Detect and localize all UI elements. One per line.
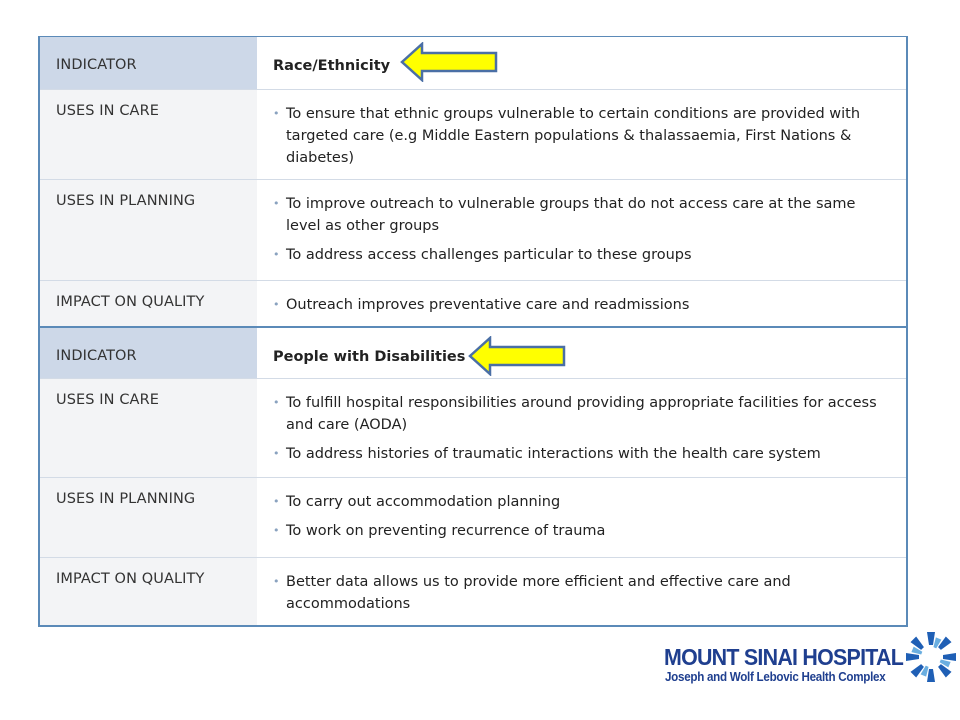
list-item: • To work on preventing recurrence of trauma	[273, 520, 886, 542]
uses-in-planning-label: USES IN PLANNING	[40, 180, 257, 280]
impact-on-quality-label: IMPACT ON QUALITY	[40, 558, 257, 625]
uses-in-care-row	[40, 379, 906, 478]
indicator-label: INDICATOR	[40, 328, 257, 378]
impact-on-quality-value	[257, 281, 906, 326]
star-burst-icon	[904, 630, 958, 684]
impact-on-quality-label: IMPACT ON QUALITY	[40, 281, 257, 326]
list-item: • Better data allows us to provide more efficient and effective care and accommodations	[273, 571, 886, 615]
logo-subtitle: Joseph and Wolf Lebovic Health Complex	[665, 670, 886, 684]
list-item: • Outreach improves preventative care and readmissions	[273, 294, 886, 316]
uses-in-care-label: USES IN CARE	[40, 90, 257, 179]
uses-in-planning-label: USES IN PLANNING	[40, 478, 257, 557]
indicator-label: INDICATOR	[40, 37, 257, 89]
uses-in-planning-row	[40, 478, 906, 558]
uses-in-planning-value	[257, 478, 906, 557]
list-item: • To ensure that ethnic groups vulnerable to certain conditions are provided with targeted care (e.g Middle Eastern populations & thalassaemia, First Nations & diabetes)	[273, 103, 886, 169]
left-arrow-icon	[468, 336, 568, 376]
list-item: • To fulfill hospital responsibilities around providing appropriate facilities for access and care (AODA)	[273, 392, 886, 436]
indicator-value: People with Disabilities	[273, 349, 466, 365]
left-arrow-icon	[400, 42, 500, 82]
indicator-value: Race/Ethnicity	[273, 58, 391, 74]
mount-sinai-logo	[664, 628, 960, 720]
uses-in-care-label: USES IN CARE	[40, 379, 257, 477]
logo-title: MOUNT SINAI HOSPITAL	[664, 644, 904, 670]
list-item: • To address access challenges particular to these groups	[273, 244, 886, 266]
uses-in-care-value	[257, 379, 906, 477]
list-item: • To address histories of traumatic interactions with the health care system	[273, 443, 886, 465]
list-item: • To improve outreach to vulnerable groups that do not access care at the same level as other groups	[273, 193, 886, 237]
uses-in-planning-row	[40, 180, 906, 281]
list-item: • To carry out accommodation planning	[273, 491, 886, 513]
uses-in-care-value	[257, 90, 906, 179]
impact-on-quality-row	[40, 281, 906, 326]
impact-on-quality-row	[40, 558, 906, 625]
uses-in-care-row	[40, 90, 906, 180]
impact-on-quality-value	[257, 558, 906, 625]
uses-in-planning-value	[257, 180, 906, 280]
